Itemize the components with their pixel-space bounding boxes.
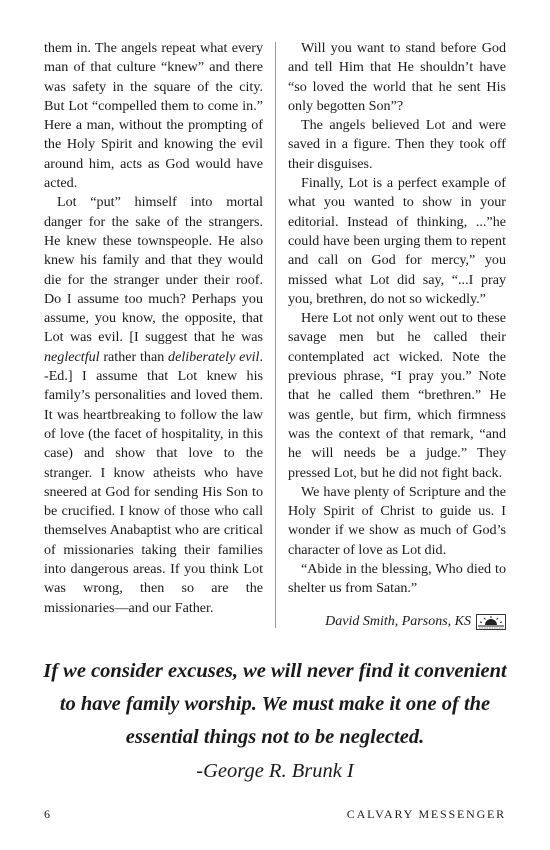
right-paragraph-5: We have plenty of Scripture and the Holy Spirit of Christ to guide us. I wonder if we show as much of God’s character of love as Lot did. <box>288 483 506 558</box>
left-paragraph-2-part-a: Lot “put” himself into mortal danger for the sake of the strangers. He knew these townspeople. He also knew his family and that they would die for the stranger under their roof. Do I assume too much? Perhaps you assume, you know, the opposite, that Lot was evil. [I suggest that he was <box>44 194 263 346</box>
pull-quote: If we consider excuses, we will never find it convenient to have family worship. We must make it one of the essential things not to be neglected. <box>43 660 507 748</box>
right-paragraph-2: The angels believed Lot and were saved in a figure. Then they took off their disguises. <box>288 117 506 172</box>
right-paragraph-4: Here Lot not only went out to these savage men but he called their contemplated act wicked. Note the previous phrase, “I pray you.” Note that he called them “brethren.” He was gentle, but firm, which firmness was the context of that remark, “and he will needs be a judge.” They pressed Lot, but he did not fight back. <box>288 310 506 481</box>
left-column <box>44 39 263 618</box>
publication-title: CALVARY MESSENGER <box>346 807 506 821</box>
sunrise-logo-icon <box>476 614 506 630</box>
left-paragraph-2-part-b: rather than <box>99 348 169 365</box>
page-number: 6 <box>44 807 50 821</box>
column-divider <box>275 42 276 628</box>
right-paragraph-6: “Abide in the blessing, Who died to shelter us from Satan.” <box>288 561 506 597</box>
editor-note-neglectful: neglectful <box>44 348 100 365</box>
editor-note-deliberately-evil: deliberately evil <box>168 348 260 365</box>
quote-author: -George R. Brunk I <box>196 760 354 782</box>
left-paragraph-2 <box>44 193 263 618</box>
letter-signature <box>288 612 506 632</box>
right-column <box>288 39 506 599</box>
left-paragraph-1: them in. The angels repeat what every man of that culture “knew” and there was safety in the square of the city. But Lot “compelled them to come in.” Here a man, without the prompting of the Holy Spirit and knowing the evil around him, acts as God would have acted. <box>44 40 263 192</box>
right-paragraph-3: Finally, Lot is a perfect example of what you wanted to show in your editorial. Instead of thinking, ...”he could have been urging them to repent and call on God for mercy,” you missed what Lot did say, “...I pray you, brethren, do not so wickedly.” <box>288 175 506 307</box>
signature-text: David Smith, Parsons, KS <box>325 614 471 629</box>
left-paragraph-2-part-c: . -Ed.] I assume that Lot knew his family’s personalities and loved them. It was heartbreaking to follow the law of love (the facet of hospitality, in this case) and show that love to the stranger. I know atheists who have sneered at God for sending His Son to be crucified. I know of those who call themselves Anabaptist who are critical of missionaries taking their families into dangerous areas. If you think Lot was wrong, then so are the missionaries—and our Father. <box>44 348 263 616</box>
right-paragraph-1: Will you want to stand before God and tell Him that He shouldn’t have “so loved the world that he sent His only begotten Son”? <box>288 40 506 114</box>
